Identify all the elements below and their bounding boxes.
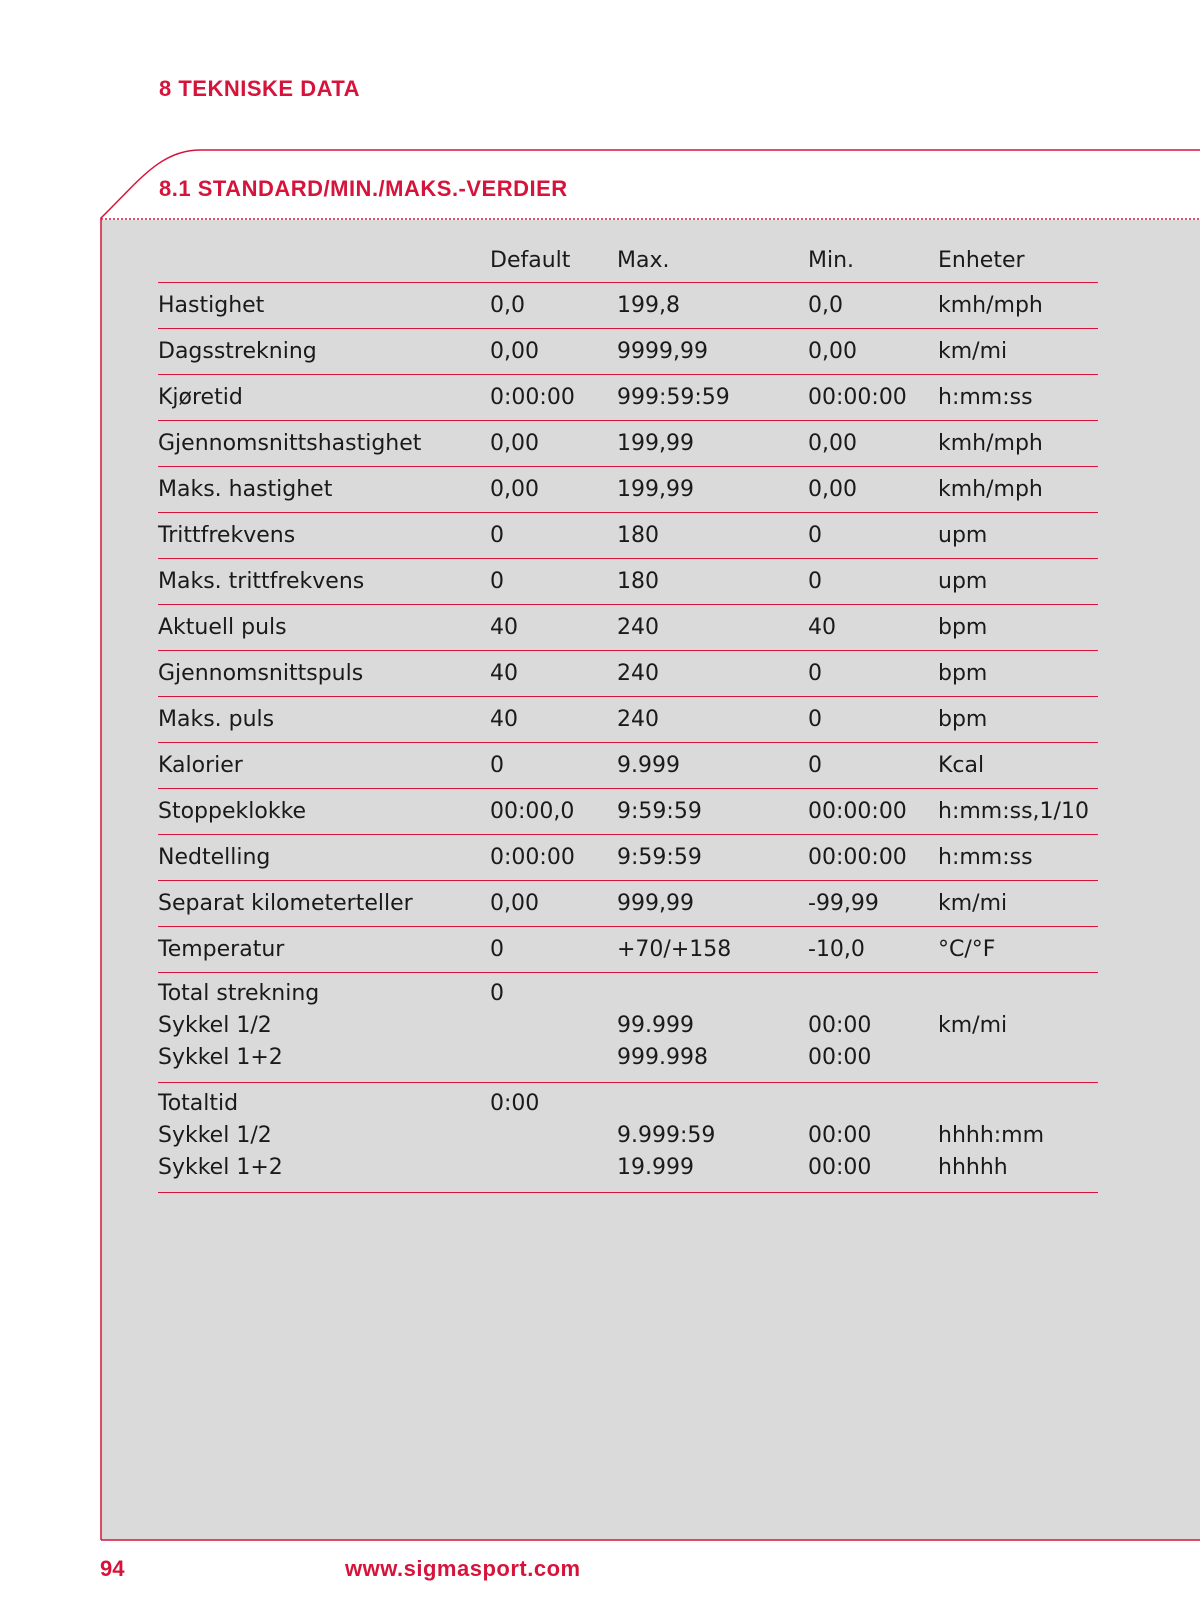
cell-min: 0,00 — [808, 421, 938, 467]
cell-default: 0:00:00 — [490, 375, 617, 421]
cell-max: 199,8 — [617, 283, 808, 329]
cell-unit: km/mi — [938, 881, 1098, 927]
chapter-heading: 8 TEKNISKE DATA — [159, 76, 361, 101]
cell-line: 999.998 — [617, 1045, 708, 1070]
cell-unit: °C/°F — [938, 927, 1098, 973]
cell-default: 0 — [490, 927, 617, 973]
cell-min: 0,0 — [808, 283, 938, 329]
cell-default: 0,00 — [490, 881, 617, 927]
cell-line: 00:00 — [808, 1123, 872, 1148]
cell-line — [617, 1088, 808, 1120]
cell-max: 240 — [617, 697, 808, 743]
table-header-row — [158, 236, 1098, 283]
cell-unit: upm — [938, 559, 1098, 605]
table-row — [158, 881, 1098, 927]
cell-unit: upm — [938, 513, 1098, 559]
cell-line: 99.999 — [617, 1013, 694, 1038]
cell-parameter: Kjøretid — [158, 375, 490, 421]
cell-default: 0 — [490, 743, 617, 789]
cell-line — [490, 1010, 617, 1042]
cell-default: 0 — [490, 559, 617, 605]
cell-max: 180 — [617, 513, 808, 559]
cell-default: 40 — [490, 697, 617, 743]
cell-unit — [938, 1083, 1098, 1193]
table-row — [158, 329, 1098, 375]
cell-unit: h:mm:ss,1/10 — [938, 789, 1098, 835]
cell-line — [938, 1088, 1098, 1120]
cell-parameter: Temperatur — [158, 927, 490, 973]
cell-parameter — [158, 1083, 490, 1193]
cell-line: Totaltid — [158, 1091, 239, 1116]
table-row — [158, 605, 1098, 651]
cell-unit: bpm — [938, 605, 1098, 651]
cell-default: 0,00 — [490, 421, 617, 467]
cell-unit: km/mi — [938, 329, 1098, 375]
cell-unit: h:mm:ss — [938, 835, 1098, 881]
cell-max: 9:59:59 — [617, 789, 808, 835]
cell-min: 0 — [808, 697, 938, 743]
cell-line — [808, 1088, 938, 1120]
cell-line: 9.999:59 — [617, 1123, 716, 1148]
table-row — [158, 651, 1098, 697]
cell-default: 0,00 — [490, 329, 617, 375]
cell-min: 0,00 — [808, 329, 938, 375]
table-row — [158, 283, 1098, 329]
cell-unit: h:mm:ss — [938, 375, 1098, 421]
cell-default — [490, 1083, 617, 1193]
cell-default: 0:00:00 — [490, 835, 617, 881]
cell-line: 00:00 — [808, 1045, 872, 1070]
cell-line: 19.999 — [617, 1155, 694, 1180]
cell-min: 0 — [808, 559, 938, 605]
column-header-default: Default — [490, 236, 617, 283]
cell-unit: bpm — [938, 651, 1098, 697]
cell-min: 0 — [808, 513, 938, 559]
cell-default: 00:00,0 — [490, 789, 617, 835]
cell-parameter: Nedtelling — [158, 835, 490, 881]
cell-parameter: Kalorier — [158, 743, 490, 789]
cell-line — [490, 1120, 617, 1152]
cell-parameter: Hastighet — [158, 283, 490, 329]
cell-max: 240 — [617, 651, 808, 697]
table-row — [158, 835, 1098, 881]
cell-line: Sykkel 1+2 — [158, 1045, 283, 1070]
cell-max: 199,99 — [617, 467, 808, 513]
cell-default — [490, 973, 617, 1083]
cell-line: Total strekning — [158, 981, 320, 1006]
section-title: 8.1 STANDARD/MIN./MAKS.-VERDIER — [159, 176, 568, 201]
cell-default: 40 — [490, 651, 617, 697]
cell-min: -99,99 — [808, 881, 938, 927]
table-row — [158, 375, 1098, 421]
column-header-max: Max. — [617, 236, 808, 283]
cell-unit: bpm — [938, 697, 1098, 743]
cell-min: 0 — [808, 651, 938, 697]
cell-max: 180 — [617, 559, 808, 605]
table-row — [158, 743, 1098, 789]
cell-line: 00:00 — [808, 1155, 872, 1180]
cell-unit — [938, 973, 1098, 1083]
cell-parameter: Gjennomsnittshastighet — [158, 421, 490, 467]
cell-line — [490, 1042, 617, 1074]
cell-max: 999:59:59 — [617, 375, 808, 421]
cell-max: 9:59:59 — [617, 835, 808, 881]
cell-line: Sykkel 1/2 — [158, 1123, 272, 1148]
cell-parameter: Maks. trittfrekvens — [158, 559, 490, 605]
cell-line — [938, 1042, 1098, 1074]
cell-line — [938, 978, 1098, 1010]
cell-line: 0 — [490, 981, 504, 1006]
cell-parameter — [158, 973, 490, 1083]
table-row — [158, 927, 1098, 973]
cell-min — [808, 1083, 938, 1193]
cell-parameter: Maks. puls — [158, 697, 490, 743]
cell-line: 0:00 — [490, 1091, 540, 1116]
table-row — [158, 467, 1098, 513]
footer-url[interactable]: www.sigmasport.com — [345, 1556, 581, 1581]
table-row — [158, 559, 1098, 605]
cell-min: -10,0 — [808, 927, 938, 973]
cell-line — [808, 978, 938, 1010]
cell-max: 199,99 — [617, 421, 808, 467]
cell-max — [617, 973, 808, 1083]
cell-unit: kmh/mph — [938, 467, 1098, 513]
table-body — [158, 283, 1098, 1193]
cell-parameter: Aktuell puls — [158, 605, 490, 651]
table-row — [158, 513, 1098, 559]
cell-max: 9999,99 — [617, 329, 808, 375]
cell-unit: kmh/mph — [938, 283, 1098, 329]
cell-parameter: Separat kilometerteller — [158, 881, 490, 927]
cell-max: +70/+158 — [617, 927, 808, 973]
cell-line: Sykkel 1/2 — [158, 1013, 272, 1038]
cell-min: 00:00:00 — [808, 835, 938, 881]
cell-max: 999,99 — [617, 881, 808, 927]
cell-max: 240 — [617, 605, 808, 651]
cell-min: 0,00 — [808, 467, 938, 513]
cell-parameter: Trittfrekvens — [158, 513, 490, 559]
cell-min: 00:00:00 — [808, 375, 938, 421]
column-header-unit: Enheter — [938, 236, 1098, 283]
cell-parameter: Stoppeklokke — [158, 789, 490, 835]
cell-default: 0,0 — [490, 283, 617, 329]
cell-max: 9.999 — [617, 743, 808, 789]
cell-default: 0 — [490, 513, 617, 559]
page-number: 94 — [100, 1556, 125, 1581]
cell-parameter: Gjennomsnittspuls — [158, 651, 490, 697]
cell-default: 0,00 — [490, 467, 617, 513]
table-row — [158, 1083, 1098, 1193]
cell-line: hhhhh — [938, 1155, 1008, 1180]
cell-line — [490, 1152, 617, 1184]
table-row — [158, 421, 1098, 467]
cell-line — [617, 978, 808, 1010]
cell-line: hhhh:mm — [938, 1123, 1045, 1148]
cell-line: km/mi — [938, 1013, 1008, 1038]
cell-default: 40 — [490, 605, 617, 651]
cell-unit: Kcal — [938, 743, 1098, 789]
table-row — [158, 789, 1098, 835]
cell-min: 40 — [808, 605, 938, 651]
table-row — [158, 697, 1098, 743]
technical-data-table-container — [158, 236, 1098, 1193]
cell-min: 00:00:00 — [808, 789, 938, 835]
cell-parameter: Maks. hastighet — [158, 467, 490, 513]
cell-line: Sykkel 1+2 — [158, 1155, 283, 1180]
cell-min — [808, 973, 938, 1083]
table-row — [158, 973, 1098, 1083]
cell-min: 0 — [808, 743, 938, 789]
cell-max — [617, 1083, 808, 1193]
cell-parameter: Dagsstrekning — [158, 329, 490, 375]
cell-line: 00:00 — [808, 1013, 872, 1038]
column-header-parameter — [158, 236, 490, 283]
column-header-min: Min. — [808, 236, 938, 283]
cell-unit: kmh/mph — [938, 421, 1098, 467]
technical-data-table — [158, 236, 1098, 1193]
